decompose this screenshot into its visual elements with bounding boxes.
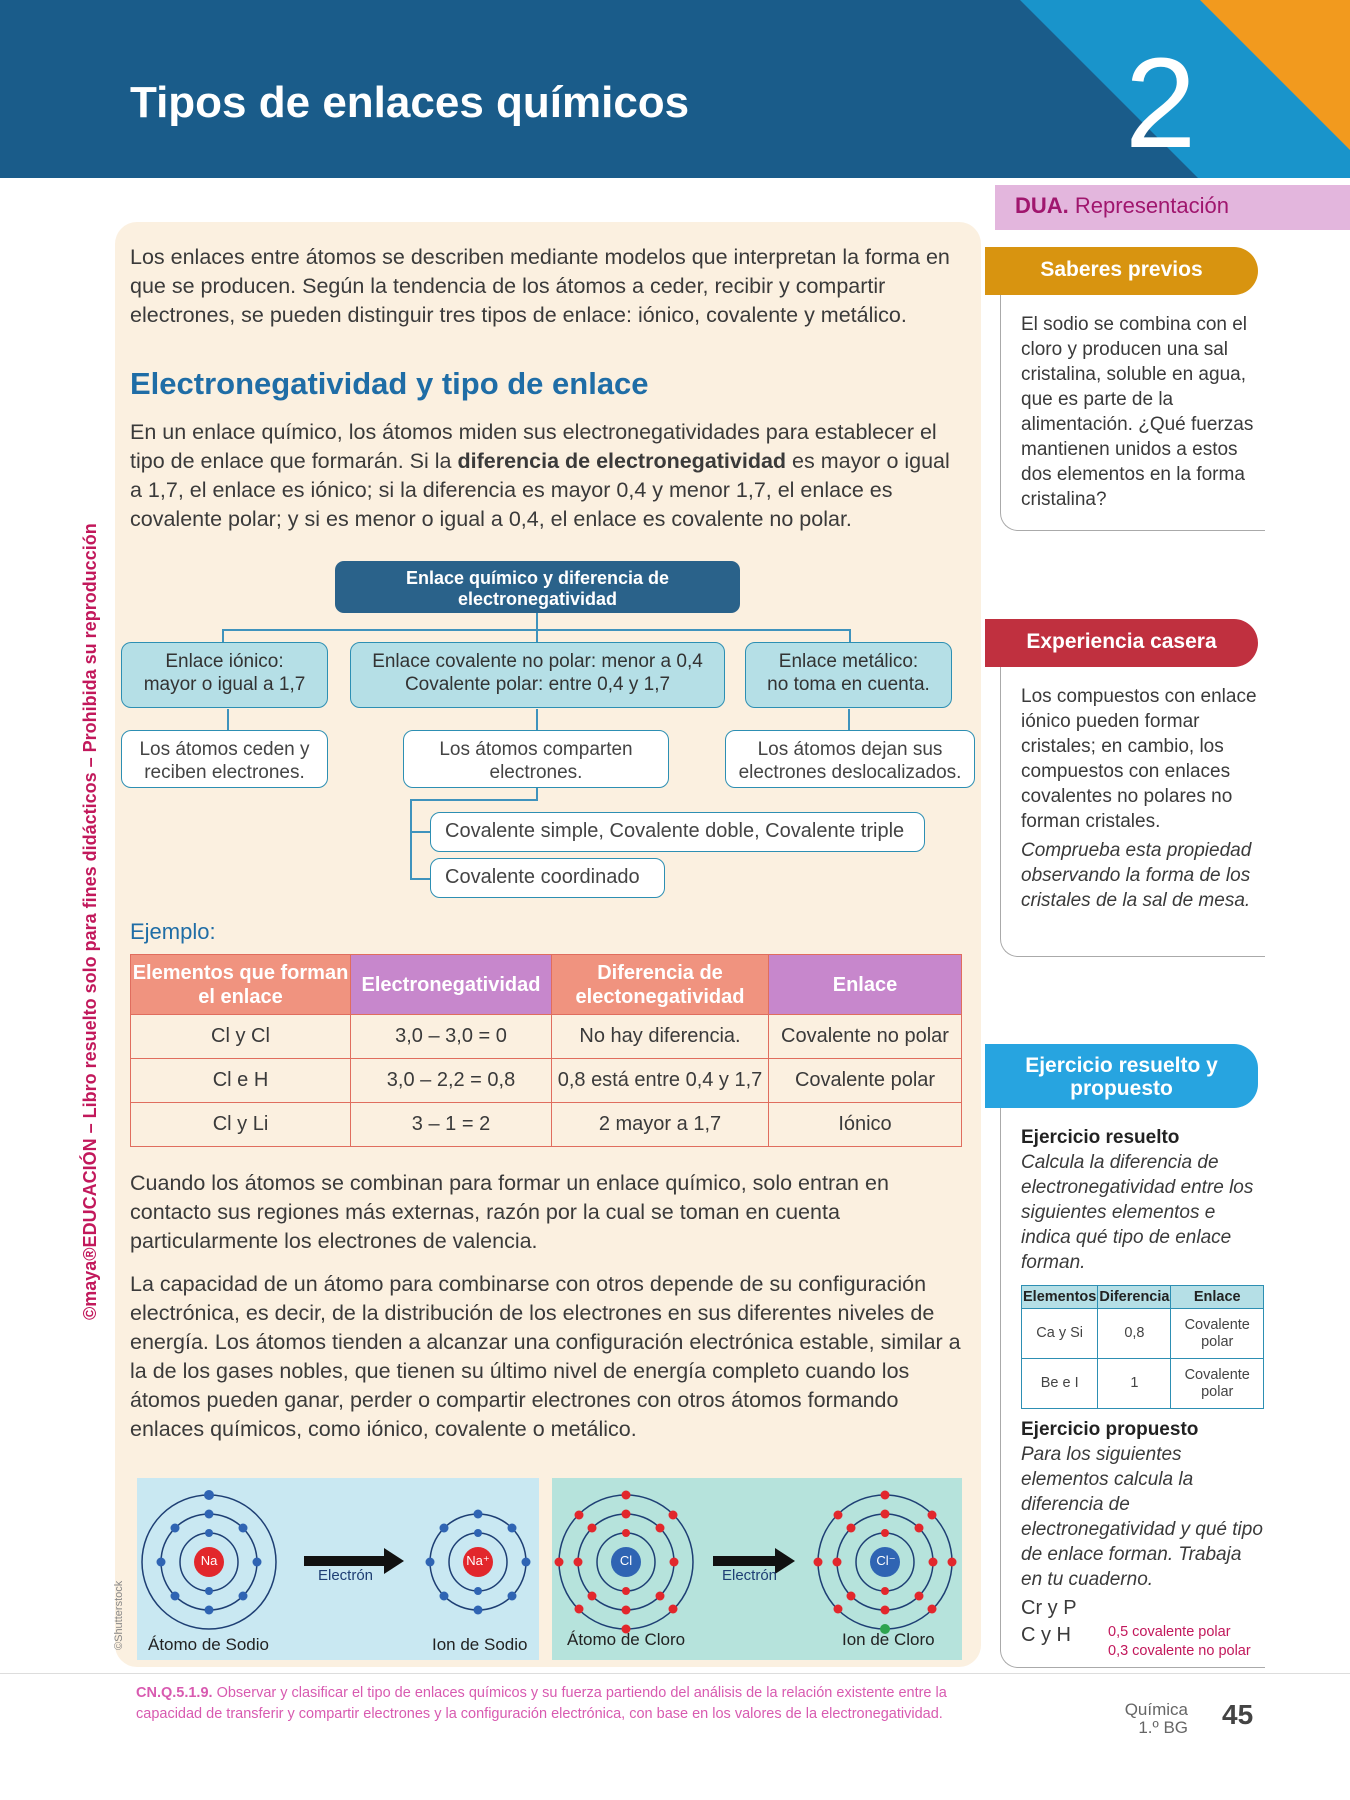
standard-text: Observar y clasificar el tipo de enlaces químicos y su fuerza partiendo del análisis de la relación existente entre la capacidad de transferir y compartir electrones y la configuración electrónica, con base en los valores de la electronegatividad. — [136, 1685, 947, 1722]
resuelto-table — [1021, 1285, 1264, 1409]
metallic-subtitle: no toma en cuenta. — [767, 674, 930, 695]
connector-line — [536, 629, 538, 643]
margin-copyright: ©maya®EDUCACIÓN – Libro resuelto solo para fines didácticos – Prohibida su reproducción — [80, 523, 100, 1320]
connector-line — [849, 629, 851, 643]
table-cell: Iónico — [769, 1103, 962, 1147]
experiencia-casera-tab: Experiencia casera — [985, 619, 1258, 667]
saberes-previos-box — [1000, 295, 1265, 531]
connector-line — [410, 878, 430, 880]
arrow-label: Electrón — [722, 1567, 778, 1584]
connector-line — [536, 709, 538, 730]
table-cell: 3,0 – 3,0 = 0 — [351, 1015, 552, 1059]
section-paragraph — [130, 418, 965, 534]
table-cell: Covalente polar — [769, 1059, 962, 1103]
section-title: Electronegatividad y tipo de enlace — [130, 366, 649, 401]
metallic-description-box: Los átomos dejan sus electrones deslocalizados. — [725, 730, 975, 788]
chlorine-symbol: Cl — [619, 1553, 633, 1568]
answer-text: 0,5 covalente polar — [1108, 1624, 1231, 1640]
table-row — [131, 1059, 962, 1103]
page-title: Tipos de enlaces químicos — [130, 78, 690, 127]
ejercicio-box — [1000, 1108, 1265, 1668]
valence-paragraph: Cuando los átomos se combinan para formar un enlace químico, solo entran en contacto sus regiones más externas, razón por la cual se toman en cuenta particularmente los electrones de valencia. — [130, 1171, 889, 1253]
ionic-title: Enlace iónico: — [165, 651, 284, 672]
example-label: Ejemplo: — [130, 919, 216, 944]
covalent-coordinate-box: Covalente coordinado — [430, 858, 665, 898]
table-cell: 3 – 1 = 2 — [351, 1103, 552, 1147]
sodium-ion-label: Ion de Sodio — [432, 1635, 528, 1654]
experiencia-casera-text: Los compuestos con enlace iónico pueden formar cristales; en cambio, los compuestos con enlaces covalentes no polares no forman cristales. — [1021, 686, 1257, 832]
answer-text: 0,3 covalente no polar — [1108, 1643, 1251, 1659]
covalent-nonpolar-sub: menor a 0,4 — [596, 651, 703, 672]
table-row — [131, 1103, 962, 1147]
standard-code: CN.Q.5.1.9. — [136, 1685, 213, 1701]
table-cell: 0,8 está entre 0,4 y 1,7 — [552, 1059, 769, 1103]
footer-standard — [136, 1683, 962, 1725]
ionic-bond-box — [121, 642, 328, 708]
table-cell: No hay diferencia. — [552, 1015, 769, 1059]
metallic-bond-box — [745, 642, 952, 708]
diagram-root-box: Enlace químico y diferencia de electronegatividad — [335, 561, 740, 613]
footer-divider — [0, 1673, 1350, 1674]
covalent-description-box: Los átomos comparten electrones. — [403, 730, 669, 788]
table-cell: Covalente no polar — [769, 1015, 962, 1059]
sodium-ion-symbol: Na⁺ — [466, 1553, 490, 1568]
sodium-symbol: Na — [200, 1553, 218, 1568]
subject-name: Química — [1124, 1700, 1188, 1719]
table-cell: 0,8 — [1098, 1309, 1171, 1359]
text-run: En un enlace químico, los átomos miden sus electronegatividades para establecer el tipo de enlace que formarán. Si la — [130, 420, 937, 473]
metallic-title: Enlace metálico: — [778, 651, 919, 672]
connector-line — [227, 709, 229, 730]
table-cell: Cl y Cl — [131, 1015, 351, 1059]
resuelto-title: Ejercicio resuelto — [1021, 1127, 1180, 1148]
covalent-polar-title: Covalente polar: — [404, 674, 544, 695]
resuelto-text: Calcula la diferencia de electronegatividad entre los siguientes elementos e indica qué tipo de enlace forman. — [1021, 1152, 1254, 1273]
propuesto-item — [1021, 1623, 1265, 1659]
propuesto-title: Ejercicio propuesto — [1021, 1419, 1199, 1440]
grade-level: 1.º BG — [1138, 1718, 1188, 1737]
table-row — [131, 1015, 962, 1059]
bold-term: diferencia de electronegatividad — [457, 449, 787, 473]
chlorine-ion-symbol: Cl⁻ — [876, 1553, 896, 1568]
experiencia-casera-italic: Comprueba esta propiedad observando la forma de los cristales de la sal de mesa. — [1021, 840, 1252, 911]
table-header: Enlace — [1171, 1286, 1264, 1309]
intro-paragraph: Los enlaces entre átomos se describen mediante modelos que interpretan la forma en que se producen. Según la tendencia de los átomos a ceder, recibir y compartir electrones, se pueden distinguir tres tipos de enlace: iónico, covalente y metálico. — [130, 245, 950, 327]
propuesto-item: Cr y P — [1021, 1597, 1077, 1619]
covalent-types-box: Covalente simple, Covalente doble, Covalente triple — [430, 812, 925, 852]
saberes-previos-tab: Saberes previos — [985, 247, 1258, 295]
configuration-paragraph: La capacidad de un átomo para combinarse con otros depende de su configuración electrónica, es decir, de la distribución de los electrones en sus diferentes niveles de energía. Los átomos tienden a alcanzar una configuración electrónica estable, similar a la de los gases nobles, que tienen su último nivel de energía completo cuando los átomos pueden ganar, perder o compartir electrones con otros átomos formando enlaces químicos, como iónico, covalente o metálico. — [130, 1272, 961, 1441]
dua-banner — [995, 185, 1350, 230]
example-table — [130, 954, 962, 1147]
propuesto-text: Para los siguientes elementos calcula la diferencia de electronegatividad y qué tipo de enlace forman. Trabaja en tu cuaderno. — [1021, 1444, 1263, 1590]
dua-label: DUA. — [1015, 193, 1069, 218]
answers — [1108, 1623, 1251, 1661]
ejercicio-tab: Ejercicio resuelto y propuesto — [985, 1044, 1258, 1108]
table-cell: Covalente polar — [1171, 1359, 1264, 1409]
chlorine-atom-label: Átomo de Cloro — [567, 1630, 686, 1649]
chlorine-ion-label: Ion de Cloro — [842, 1630, 935, 1649]
connector-line — [536, 613, 538, 630]
table-cell: 3,0 – 2,2 = 0,8 — [351, 1059, 552, 1103]
ionic-description-box: Los átomos ceden y reciben electrones. — [121, 730, 328, 788]
table-header: Elementos que forman el enlace — [131, 955, 351, 1015]
page-number: 45 — [1222, 1699, 1254, 1730]
photo-credit: ©Shutterstock — [113, 1580, 125, 1650]
table-cell: Ca y Si — [1022, 1309, 1098, 1359]
table-cell: 1 — [1098, 1359, 1171, 1409]
connector-line — [410, 831, 430, 833]
chapter-number: 2 — [1125, 32, 1197, 175]
text-run: es mayor o igual a 1,7, el enlace es iónico; si la diferencia es mayor 0,4 y menor 1,7, el enlace es covalente polar; y si es menor o igual a 0,4, el enlace es covalente no polar. — [130, 449, 950, 531]
table-header: Enlace — [769, 955, 962, 1015]
table-header: Diferencia de electonegatividad — [552, 955, 769, 1015]
arrow-label: Electrón — [318, 1567, 374, 1584]
sodium-atom-label: Átomo de Sodio — [148, 1635, 269, 1654]
covalent-nonpolar-title: Enlace covalente no polar: — [372, 651, 597, 672]
table-header: Elementos — [1022, 1286, 1098, 1309]
table-row — [1022, 1309, 1264, 1359]
propuesto-item-label: C y H — [1021, 1624, 1071, 1646]
covalent-polar-sub: entre 0,4 y 1,7 — [543, 674, 671, 695]
connector-line — [222, 629, 224, 643]
table-row — [1022, 1359, 1264, 1409]
table-cell: Covalente polar — [1171, 1309, 1264, 1359]
footer-subject — [1098, 1701, 1188, 1737]
table-header: Diferencia — [1098, 1286, 1171, 1309]
saberes-previos-text: El sodio se combina con el cloro y producen una sal cristalina, soluble en agua, que es parte de la alimentación. ¿Qué fuerzas mantienen unidos a estos dos elementos en la forma cristalina? — [1021, 314, 1254, 510]
table-cell: Be e I — [1022, 1359, 1098, 1409]
header-corner-decoration — [1200, 0, 1350, 150]
covalent-bond-box — [350, 642, 725, 708]
connector-line — [410, 799, 412, 879]
dua-text: Representación — [1068, 193, 1229, 218]
connector-line — [410, 799, 538, 801]
experiencia-casera-box — [1000, 667, 1265, 957]
table-header: Electronegatividad — [351, 955, 552, 1015]
table-cell: Cl y Li — [131, 1103, 351, 1147]
ionic-subtitle: mayor o igual a 1,7 — [143, 674, 306, 695]
table-cell: Cl e H — [131, 1059, 351, 1103]
connector-line — [848, 709, 850, 730]
atom-diagram — [137, 1478, 962, 1660]
table-cell: 2 mayor a 1,7 — [552, 1103, 769, 1147]
